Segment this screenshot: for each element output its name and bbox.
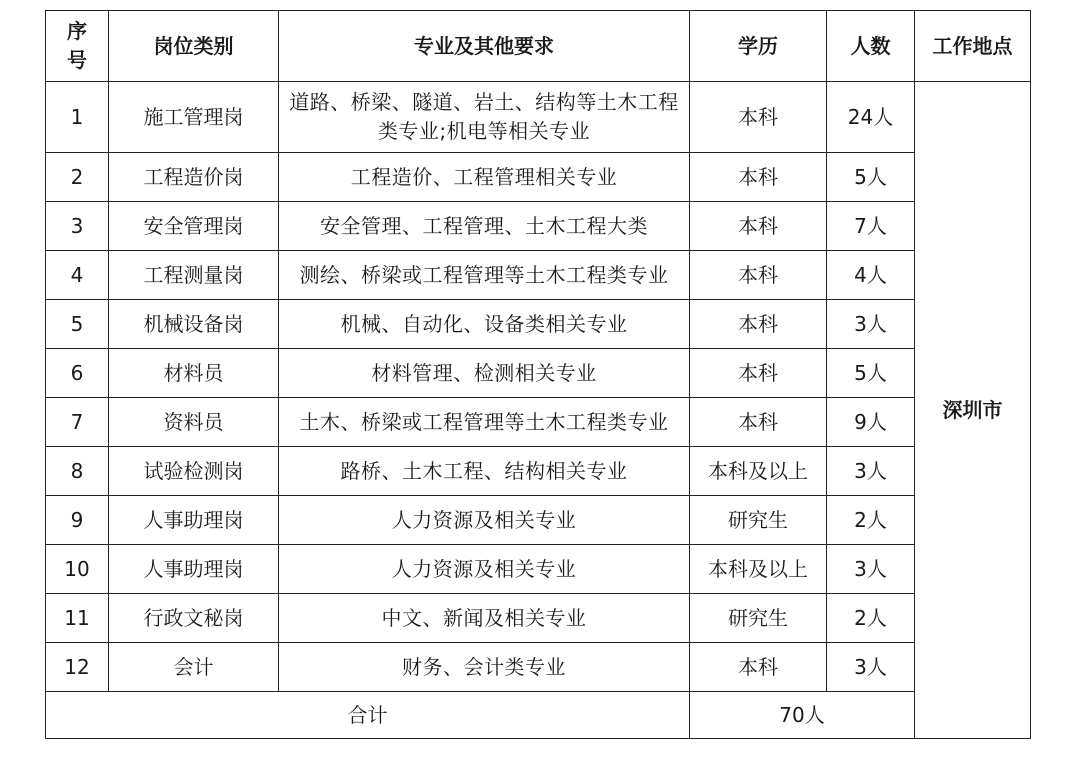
cell-requirement-text: 道路、桥梁、隧道、岩土、结构等土木工程类专业;机电等相关专业 — [289, 90, 679, 143]
header-seq — [46, 11, 109, 82]
cell-category: 人事助理岗 — [109, 496, 279, 545]
cell-education: 本科 — [690, 643, 827, 692]
cell-no: 8 — [46, 447, 109, 496]
cell-count: 3人 — [827, 545, 915, 594]
cell-category: 人事助理岗 — [109, 545, 279, 594]
cell-no: 4 — [46, 251, 109, 300]
table-row — [46, 398, 1031, 447]
cell-education: 本科 — [690, 300, 827, 349]
cell-education: 本科 — [690, 398, 827, 447]
cell-education: 研究生 — [690, 594, 827, 643]
cell-category: 工程测量岗 — [109, 251, 279, 300]
table-row — [46, 643, 1031, 692]
cell-education: 本科 — [690, 349, 827, 398]
cell-no: 9 — [46, 496, 109, 545]
cell-category: 安全管理岗 — [109, 202, 279, 251]
cell-count: 2人 — [827, 594, 915, 643]
cell-count: 5人 — [827, 153, 915, 202]
cell-no: 7 — [46, 398, 109, 447]
cell-category: 会计 — [109, 643, 279, 692]
cell-requirement: 财务、会计类专业 — [279, 643, 690, 692]
cell-education: 本科 — [690, 82, 827, 153]
header-category: 岗位类别 — [109, 11, 279, 82]
cell-count: 5人 — [827, 349, 915, 398]
cell-education: 本科 — [690, 153, 827, 202]
cell-count: 3人 — [827, 643, 915, 692]
cell-requirement: 人力资源及相关专业 — [279, 496, 690, 545]
cell-no: 12 — [46, 643, 109, 692]
cell-count: 3人 — [827, 447, 915, 496]
cell-education: 本科 — [690, 202, 827, 251]
table-row — [46, 349, 1031, 398]
table-row — [46, 300, 1031, 349]
recruitment-table — [45, 10, 1031, 739]
cell-requirement: 中文、新闻及相关专业 — [279, 594, 690, 643]
table-row — [46, 545, 1031, 594]
cell-no: 5 — [46, 300, 109, 349]
table-row — [46, 447, 1031, 496]
cell-no: 3 — [46, 202, 109, 251]
cell-category: 材料员 — [109, 349, 279, 398]
cell-requirement: 机械、自动化、设备类相关专业 — [279, 300, 690, 349]
table-row — [46, 496, 1031, 545]
cell-requirement: 土木、桥梁或工程管理等土木工程类专业 — [279, 398, 690, 447]
total-row — [46, 692, 1031, 739]
header-location: 工作地点 — [915, 11, 1031, 82]
header-seq-line2: 号 — [67, 48, 87, 72]
cell-category: 工程造价岗 — [109, 153, 279, 202]
cell-no: 11 — [46, 594, 109, 643]
cell-education: 本科及以上 — [690, 545, 827, 594]
cell-count: 7人 — [827, 202, 915, 251]
table-row — [46, 251, 1031, 300]
cell-category: 行政文秘岗 — [109, 594, 279, 643]
cell-category: 机械设备岗 — [109, 300, 279, 349]
cell-category: 试验检测岗 — [109, 447, 279, 496]
table-header-row — [46, 11, 1031, 82]
cell-no: 6 — [46, 349, 109, 398]
cell-requirement: 材料管理、检测相关专业 — [279, 349, 690, 398]
cell-count: 9人 — [827, 398, 915, 447]
total-value: 70人 — [690, 692, 915, 739]
cell-requirement: 安全管理、工程管理、土木工程大类 — [279, 202, 690, 251]
cell-requirement: 人力资源及相关专业 — [279, 545, 690, 594]
cell-requirement: 工程造价、工程管理相关专业 — [279, 153, 690, 202]
table-row — [46, 594, 1031, 643]
cell-category: 施工管理岗 — [109, 82, 279, 153]
header-requirement: 专业及其他要求 — [279, 11, 690, 82]
table-row — [46, 202, 1031, 251]
cell-education: 研究生 — [690, 496, 827, 545]
header-seq-line1: 序 — [67, 19, 87, 43]
header-education: 学历 — [690, 11, 827, 82]
cell-requirement — [279, 82, 690, 153]
cell-category: 资料员 — [109, 398, 279, 447]
total-label: 合计 — [46, 692, 690, 739]
cell-education: 本科及以上 — [690, 447, 827, 496]
cell-count: 2人 — [827, 496, 915, 545]
cell-no: 2 — [46, 153, 109, 202]
cell-no: 1 — [46, 82, 109, 153]
cell-location: 深圳市 — [915, 82, 1031, 739]
cell-education: 本科 — [690, 251, 827, 300]
table-row — [46, 82, 1031, 153]
cell-count: 4人 — [827, 251, 915, 300]
cell-requirement: 路桥、土木工程、结构相关专业 — [279, 447, 690, 496]
cell-count: 24人 — [827, 82, 915, 153]
table-row — [46, 153, 1031, 202]
cell-no: 10 — [46, 545, 109, 594]
cell-requirement: 测绘、桥梁或工程管理等土木工程类专业 — [279, 251, 690, 300]
header-count: 人数 — [827, 11, 915, 82]
cell-count: 3人 — [827, 300, 915, 349]
